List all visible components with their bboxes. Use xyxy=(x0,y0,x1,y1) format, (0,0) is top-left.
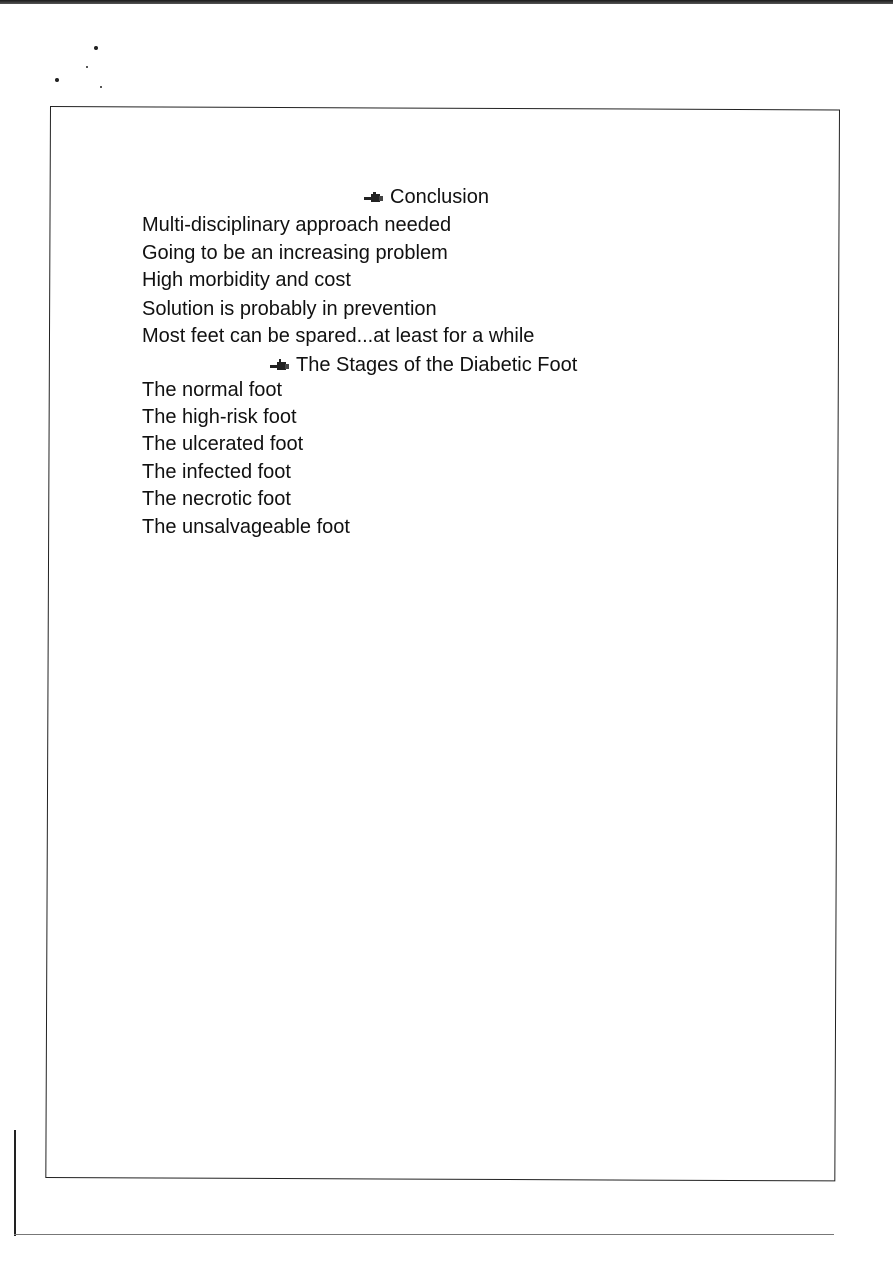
scan-speck xyxy=(94,46,98,50)
hand-pointer-icon xyxy=(270,359,290,373)
scan-speck xyxy=(100,86,102,88)
list-item: Most feet can be spared...at least for a while xyxy=(142,325,535,347)
scan-bottom-edge xyxy=(14,1234,834,1235)
list-item: The high-risk foot xyxy=(142,406,297,428)
list-item: The necrotic foot xyxy=(142,488,291,510)
list-item: The infected foot xyxy=(142,461,291,483)
list-item: Going to be an increasing problem xyxy=(142,242,448,264)
heading-text: Conclusion xyxy=(390,186,489,208)
list-item: The normal foot xyxy=(142,379,283,401)
scan-speck xyxy=(86,66,88,68)
scan-speck xyxy=(55,78,59,82)
list-item: High morbidity and cost xyxy=(142,269,351,291)
list-item: The unsalvageable foot xyxy=(142,516,350,538)
section-heading-conclusion xyxy=(364,185,489,209)
heading-text: The Stages of the Diabetic Foot xyxy=(296,354,578,376)
list-item: Solution is probably in prevention xyxy=(142,298,437,320)
scan-left-edge xyxy=(14,1130,16,1236)
hand-pointer-icon xyxy=(364,191,384,205)
list-item: The ulcerated foot xyxy=(142,433,304,455)
section-heading-diabetic-foot-stages xyxy=(270,353,577,377)
scan-top-shadow xyxy=(0,0,893,4)
list-item: Multi-disciplinary approach needed xyxy=(142,214,452,236)
